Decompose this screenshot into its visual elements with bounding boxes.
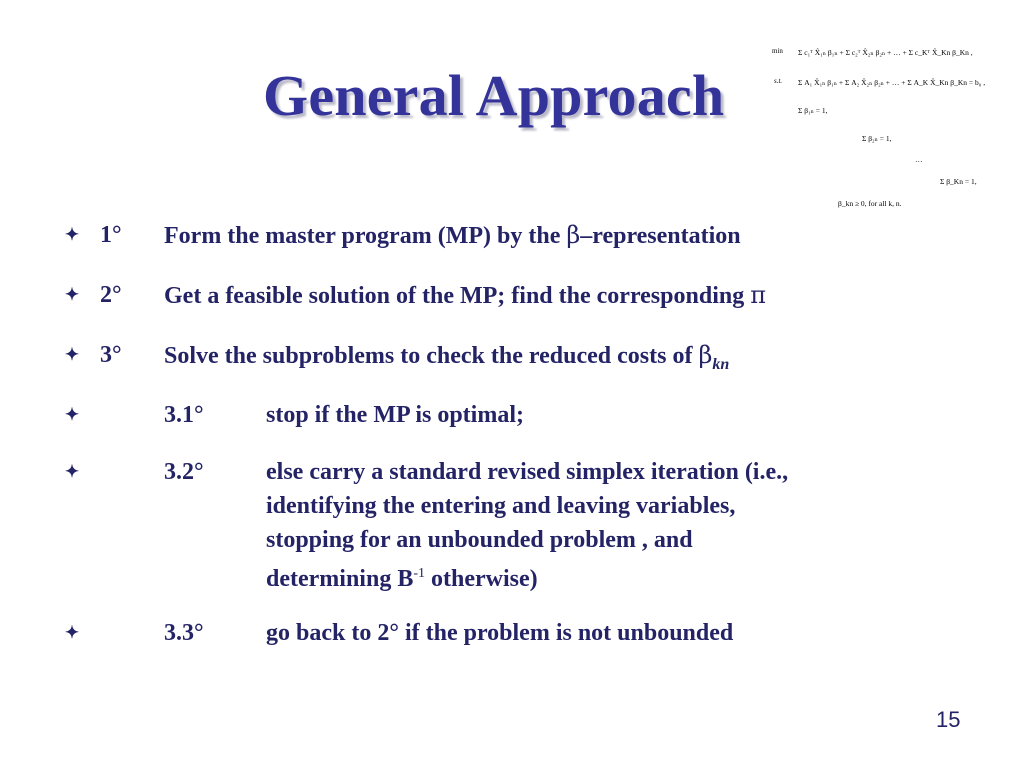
formula-min-label: min <box>772 47 783 55</box>
step-text <box>164 278 766 313</box>
step-text-part: Get a feasible solution of the MP; find the corresponding <box>164 283 751 309</box>
step-text-part: –representation <box>580 223 741 249</box>
beta-symbol: β <box>566 221 581 249</box>
formula-ellipsis: … <box>915 155 923 164</box>
step-text: go back to 2° if the problem is not unbounded <box>266 620 734 646</box>
step-text-line <box>266 557 538 596</box>
master-program-formula <box>770 40 1020 215</box>
step-text-line: else carry a standard revised simplex iteration (i.e., <box>266 459 789 485</box>
formula-st-label: s.t. <box>774 77 783 85</box>
formula-objective: Σ c₁ᵀ X̂₁ₙ β₁ₙ + Σ c₂ᵀ X̂₂ₙ β₂ₙ + … + Σ c_Kᵀ X̂_Kn β_Kn , <box>798 48 973 57</box>
formula-convexity-1: Σ β₁ₙ = 1, <box>798 106 828 115</box>
step-text <box>164 218 741 253</box>
step-text: stop if the MP is optimal; <box>266 402 524 428</box>
step-number: 3° <box>100 342 122 368</box>
bullet-star-icon: ✦ <box>64 623 80 642</box>
beta-subscript: kn <box>712 356 730 373</box>
page-number: 15 <box>936 707 961 732</box>
bullet-star-icon: ✦ <box>64 345 80 364</box>
step-text-part: determining B <box>266 566 414 592</box>
inverse-superscript: -1 <box>413 566 425 581</box>
slide-title: General Approach <box>263 63 725 128</box>
bullet-star-icon: ✦ <box>64 285 80 304</box>
formula-constraint-linking: Σ A₁ X̂₁ₙ β₁ₙ + Σ A₂ X̂₂ₙ β₂ₙ + … + Σ A_K X̂_Kn β_Kn = b₀ , <box>798 78 986 87</box>
step-number: 3.3° <box>164 620 204 646</box>
formula-graphic <box>770 40 1020 215</box>
step-text-part: Form the master program (MP) by the <box>164 223 567 249</box>
step-text-line: stopping for an unbounded problem , and <box>266 527 693 553</box>
formula-convexity-k: Σ β_Kn = 1, <box>940 177 977 186</box>
step-number: 2° <box>100 282 122 308</box>
step-text-line: identifying the entering and leaving variables, <box>266 493 736 519</box>
step-number: 3.2° <box>164 459 204 485</box>
formula-convexity-2: Σ β₂ₙ = 1, <box>862 134 892 143</box>
formula-nonnegativity: β_kn ≥ 0, for all k, n. <box>838 199 902 208</box>
beta-symbol: β <box>698 341 713 369</box>
bullet-star-icon: ✦ <box>64 405 80 424</box>
step-text-part: otherwise) <box>425 566 538 592</box>
bullet-star-icon: ✦ <box>64 225 80 244</box>
step-number: 3.1° <box>164 402 204 428</box>
step-text <box>164 338 729 382</box>
pi-symbol: π <box>750 281 766 309</box>
step-text-part: Solve the subproblems to check the reduced costs of <box>164 343 699 369</box>
step-number: 1° <box>100 222 122 248</box>
bullet-star-icon: ✦ <box>64 462 80 481</box>
